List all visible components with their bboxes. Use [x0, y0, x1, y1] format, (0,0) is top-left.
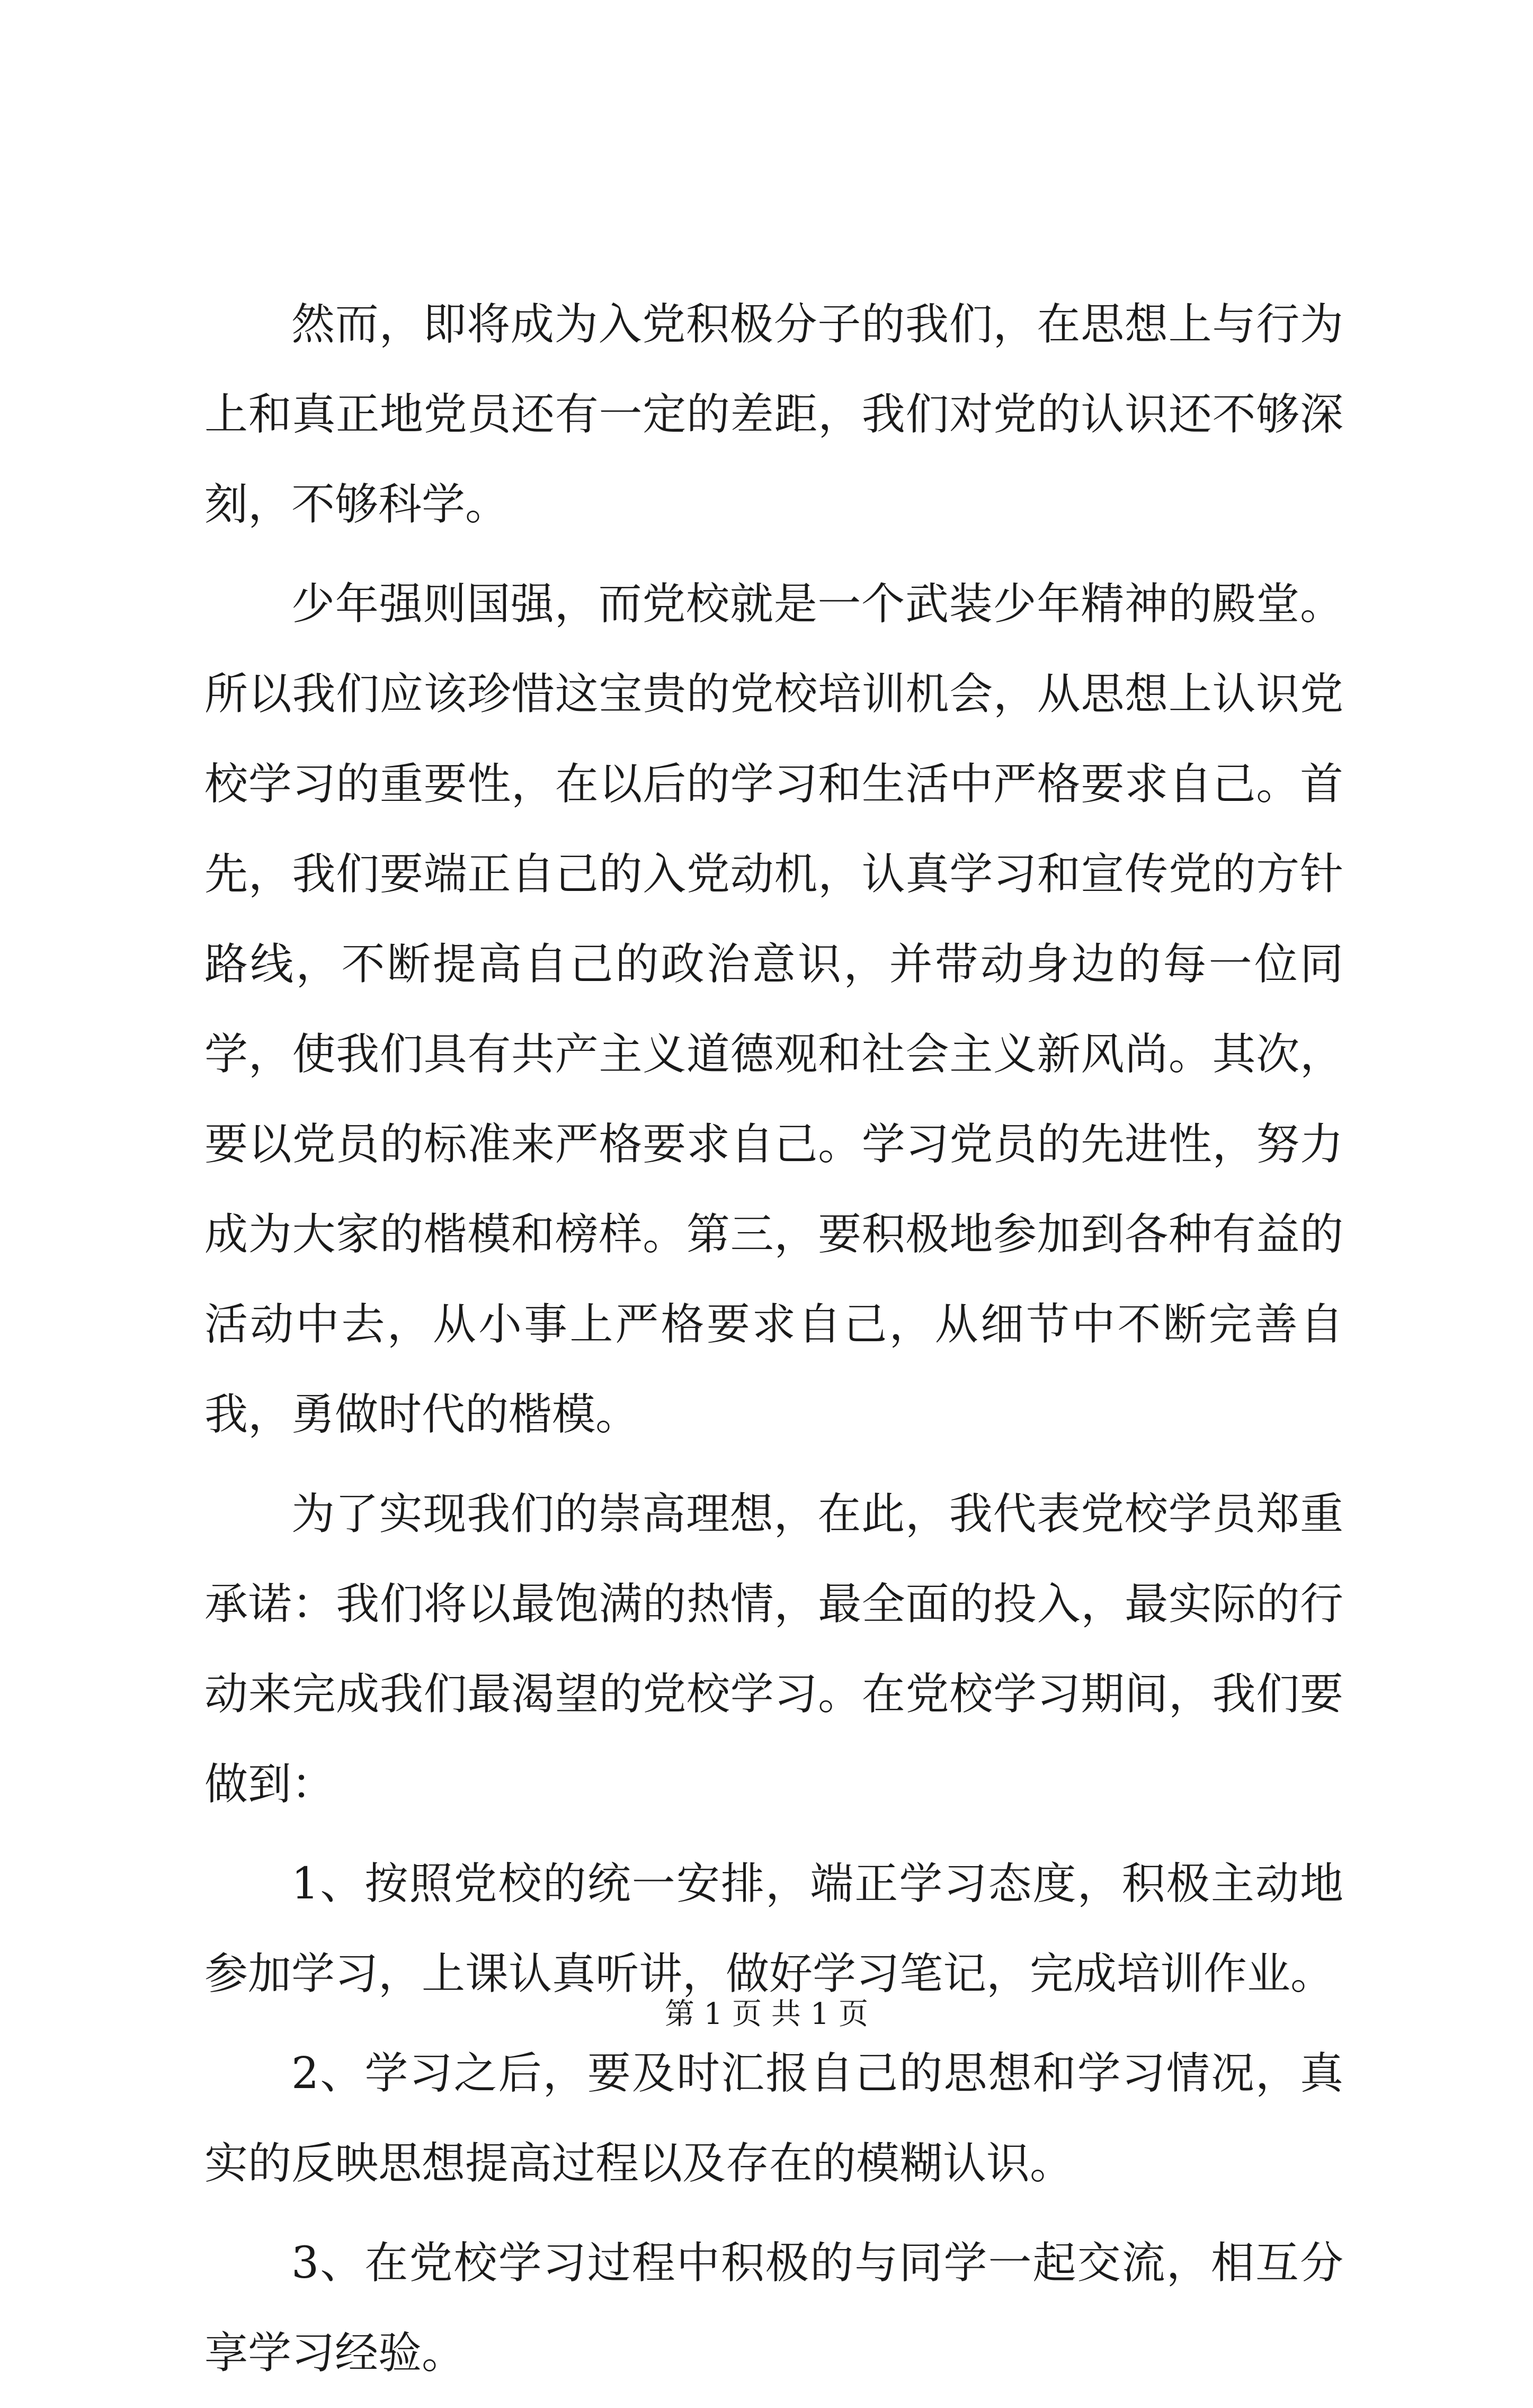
paragraph: 3、在党校学习过程中积极的与同学一起交流，相互分享学习经验。	[204, 2238, 1343, 2378]
paragraph: 1、按照党校的统一安排，端正学习态度，积极主动地参加学习，上课认真听讲，做好学习笔记，完成培训作业。	[204, 1859, 1343, 1999]
paragraph: 然而，即将成为入党积极分子的我们，在思想上与行为上和真正地党员还有一定的差距，我们对党的认识还不够深刻，不够科学。	[204, 299, 1343, 530]
page-footer: 第 1 页 共 1 页	[664, 1997, 869, 2031]
paragraph: 少年强则国强，而党校就是一个武装少年精神的殿堂。所以我们应该珍惜这宝贵的党校培训机会，从思想上认识党校学习的重要性，在以后的学习和生活中严格要求自己。首先，我们要端正自己的入党动机，认真学习和宣传党的方针路线，不断提高自己的政治意识，并带动身边的每一位同学，使我们具有共产主义道德观和社会主义新风尚。其次，要以党员的标准来严格要求自己。学习党员的先进性，努力成为大家的楷模和榜样。第三，要积极地参加到各种有益的活动中去，从小事上严格要求自己，从细节中不断完善自我，勇做时代的楷模。	[204, 579, 1343, 1440]
paragraph: 为了实现我们的崇高理想，在此，我代表党校学员郑重承诺：我们将以最饱满的热情，最全面的投入，最实际的行动来完成我们最渴望的党校学习。在党校学习期间，我们要做到：	[204, 1489, 1343, 1809]
paragraph: 2、学习之后，要及时汇报自己的思想和学习情况，真实的反映思想提高过程以及存在的模糊认识。	[204, 2048, 1343, 2189]
document-body	[204, 280, 1343, 2408]
